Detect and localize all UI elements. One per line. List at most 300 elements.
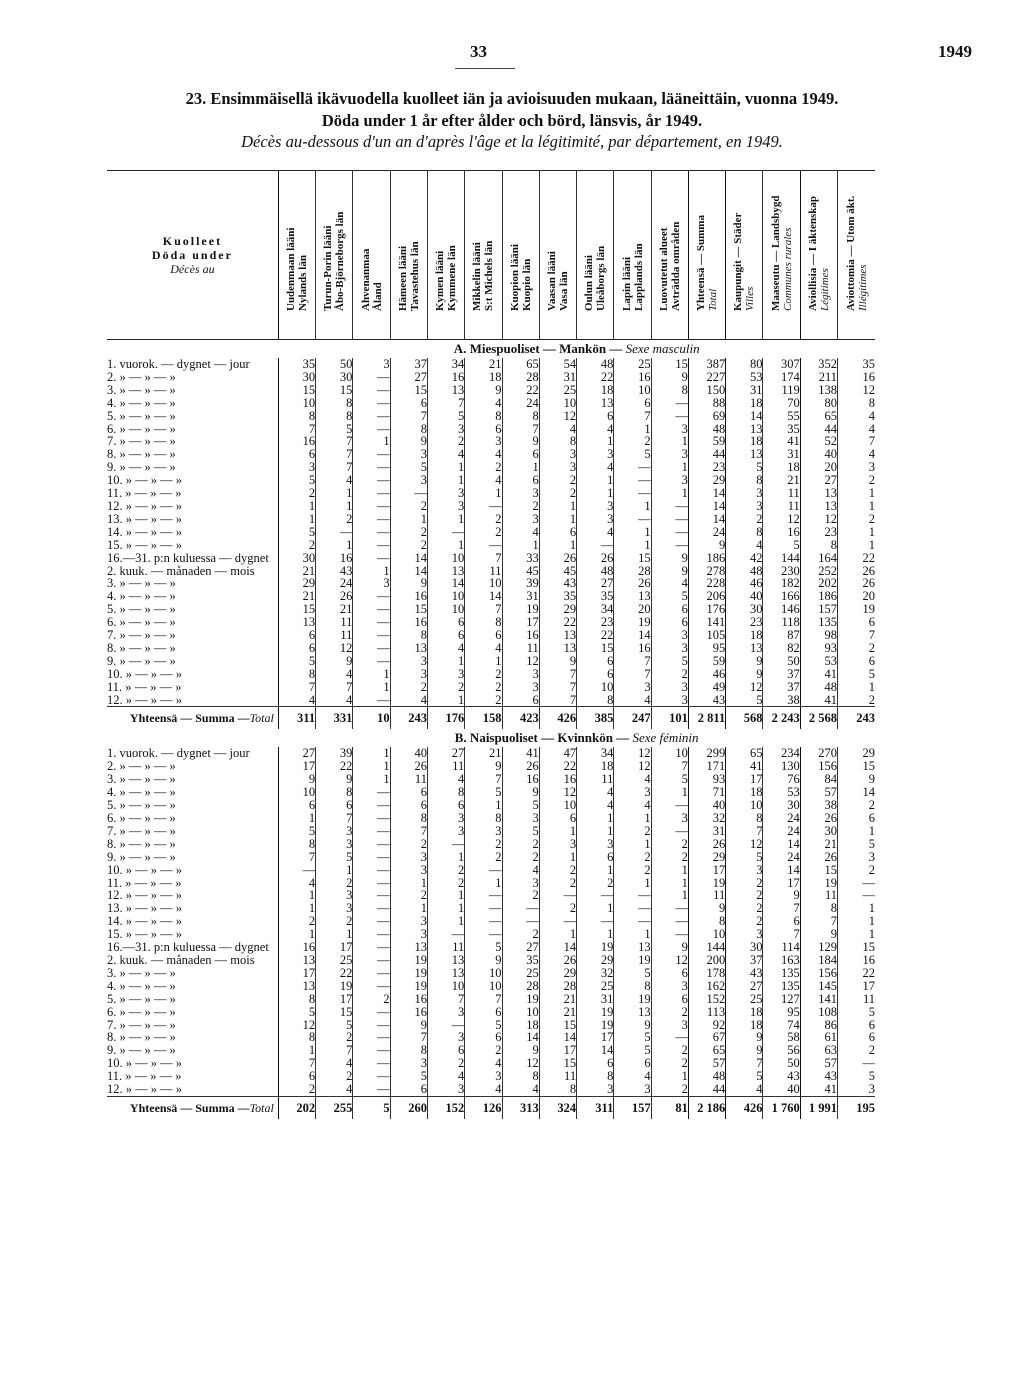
table-cell: 17	[316, 941, 353, 954]
table-cell: 2	[465, 1044, 502, 1057]
table-cell: 130	[763, 760, 800, 773]
column-header-line2: Kuopio län	[520, 258, 533, 311]
table-cell: 138	[800, 384, 837, 397]
table-cell: —	[838, 877, 875, 890]
table-cell: 3	[651, 474, 688, 487]
table-cell: 3	[614, 1083, 651, 1096]
table-cell: 202	[800, 577, 837, 590]
row-label: 10. » — » — »	[107, 862, 182, 877]
table-cell: 16	[502, 773, 539, 786]
table-cell: 2	[726, 915, 763, 928]
stub-header	[107, 171, 278, 340]
row-label: 15. » — » — »	[107, 537, 182, 552]
table-cell: 8	[651, 384, 688, 397]
table-cell: 3	[726, 500, 763, 513]
table-cell: 18	[763, 461, 800, 474]
column-header-text	[434, 151, 458, 311]
table-cell: 3	[427, 1031, 464, 1044]
table-cell: 8	[465, 410, 502, 423]
table-cell: 4	[614, 773, 651, 786]
table-cell: 3	[614, 786, 651, 799]
table-cell: —	[353, 629, 390, 642]
column-header	[577, 171, 614, 340]
table-cell: 4	[838, 423, 875, 436]
column-header	[390, 171, 427, 340]
table-cell: 15	[539, 1019, 576, 1032]
table-cell: 9	[278, 773, 315, 786]
table-cell: 18	[502, 1019, 539, 1032]
total-label	[107, 707, 278, 730]
table-cell: 4	[614, 1070, 651, 1083]
table-cell: 4	[838, 410, 875, 423]
table-cell: 8	[316, 397, 353, 410]
table-cell: 9	[390, 577, 427, 590]
table-cell: 3	[838, 461, 875, 474]
table-cell: 2	[390, 681, 427, 694]
row-label: 1. vuorok. — dygnet — jour	[107, 746, 250, 761]
table-cell: 9	[838, 773, 875, 786]
table-cell: 6	[763, 915, 800, 928]
table-cell: 6	[278, 448, 315, 461]
table-cell: 27	[390, 371, 427, 384]
table-cell: —	[353, 1070, 390, 1083]
table-cell: —	[278, 864, 315, 877]
row-label: 5. » — » — »	[107, 991, 176, 1006]
table-cell: 5	[651, 655, 688, 668]
table-cell: 9	[316, 655, 353, 668]
table-cell: 40	[726, 590, 763, 603]
table-cell: 39	[502, 577, 539, 590]
table-cell: 16	[390, 616, 427, 629]
column-header-line2: Villes	[744, 286, 757, 311]
table-cell: 6	[427, 799, 464, 812]
table-cell: 3	[427, 1006, 464, 1019]
table-cell: 13	[390, 941, 427, 954]
table-cell: 2	[465, 668, 502, 681]
table-cell: 21	[278, 565, 315, 578]
total-cell: 2 568	[800, 707, 837, 730]
table-cell: 1	[278, 812, 315, 825]
table-cell: 1	[390, 877, 427, 890]
table-cell: 15	[278, 384, 315, 397]
table-cell: 57	[688, 1057, 725, 1070]
table-cell: 157	[800, 603, 837, 616]
table-cell: 9	[651, 371, 688, 384]
table-cell: 186	[688, 552, 725, 565]
table-cell: 39	[316, 747, 353, 760]
table-cell: 14	[390, 565, 427, 578]
table-cell: 15	[577, 642, 614, 655]
table-cell: 1	[577, 487, 614, 500]
column-header-line1: Turun-Porin lääni	[322, 225, 335, 311]
table-cell: —	[353, 1044, 390, 1057]
table-cell: 1	[614, 877, 651, 890]
table-cell: 1	[390, 902, 427, 915]
table-cell: 2	[502, 928, 539, 941]
table-cell: 3	[465, 825, 502, 838]
table-cell: 9	[688, 902, 725, 915]
table-cell: 24	[763, 812, 800, 825]
table-cell: —	[539, 889, 576, 902]
row-label: 9. » — » — »	[107, 653, 176, 668]
table-cell: 30	[316, 371, 353, 384]
column-header-line1: Yhteensä — Summa	[695, 215, 708, 311]
table-cell: 12	[800, 513, 837, 526]
column-header	[763, 171, 800, 340]
column-header-line1: Luovutetut alueet	[657, 227, 670, 311]
table-cell: —	[353, 461, 390, 474]
table-cell: —	[651, 825, 688, 838]
table-cell: 2	[838, 864, 875, 877]
table-cell: —	[353, 1019, 390, 1032]
total-cell: 10	[353, 707, 390, 730]
column-header-line2: Total	[707, 288, 720, 311]
table-cell: —	[651, 902, 688, 915]
table-cell: 8	[539, 1083, 576, 1096]
table-cell: 178	[688, 967, 725, 980]
table-cell: —	[651, 1031, 688, 1044]
table-cell: 21	[278, 590, 315, 603]
table-cell: 29	[539, 603, 576, 616]
table-cell: 7	[539, 681, 576, 694]
table-cell: 6	[465, 1031, 502, 1044]
table-cell: 61	[800, 1031, 837, 1044]
table-cell: —	[353, 877, 390, 890]
table-cell: 5	[465, 941, 502, 954]
table-cell: 48	[577, 358, 614, 371]
table-cell: 31	[763, 448, 800, 461]
table-cell: 3	[651, 423, 688, 436]
table-cell: 26	[838, 577, 875, 590]
table-cell: 141	[800, 993, 837, 1006]
table-cell: 270	[800, 747, 837, 760]
row-label: 7. » — » — »	[107, 1017, 176, 1032]
table-cell: 9	[800, 928, 837, 941]
table-cell: 13	[278, 980, 315, 993]
table-cell: 65	[800, 410, 837, 423]
table-cell: 6	[390, 799, 427, 812]
table-cell: 27	[800, 474, 837, 487]
column-header-line1: Kymen lääni	[434, 250, 447, 311]
table-cell: 7	[614, 668, 651, 681]
table-cell: 2	[316, 1031, 353, 1044]
table-cell: 5	[614, 448, 651, 461]
row-label: 7. » — » — »	[107, 628, 176, 643]
table-cell: 17	[577, 1031, 614, 1044]
table-cell: 18	[726, 397, 763, 410]
table-cell: 35	[763, 423, 800, 436]
table-cell: 8	[800, 902, 837, 915]
table-cell: 7	[614, 655, 651, 668]
table-cell: —	[353, 513, 390, 526]
table-cell: 14	[539, 1031, 576, 1044]
table-cell: 12	[539, 410, 576, 423]
total-cell: 1 760	[763, 1096, 800, 1119]
table-cell: 31	[688, 825, 725, 838]
table-cell: 174	[763, 371, 800, 384]
table-cell: 1	[651, 786, 688, 799]
table-cell: 4	[316, 1083, 353, 1096]
total-cell: 158	[465, 707, 502, 730]
table-cell: —	[353, 1031, 390, 1044]
table-cell: 16	[614, 642, 651, 655]
total-cell: 385	[577, 707, 614, 730]
table-cell: 4	[427, 773, 464, 786]
total-cell: 426	[539, 707, 576, 730]
table-cell: 4	[465, 1083, 502, 1096]
table-cell: 13	[800, 487, 837, 500]
table-cell: 6	[614, 397, 651, 410]
table-cell: 307	[763, 358, 800, 371]
table-cell: 1	[278, 1044, 315, 1057]
total-cell: 195	[838, 1096, 875, 1119]
table-cell: 119	[763, 384, 800, 397]
table-cell: 9	[502, 1044, 539, 1057]
table-cell: 3	[838, 851, 875, 864]
stub-header-sv: Döda under	[151, 248, 233, 262]
total-cell: 152	[427, 1096, 464, 1119]
table-cell: 1	[278, 889, 315, 902]
table-cell: 6	[390, 397, 427, 410]
table-cell: 6	[316, 799, 353, 812]
row-label: 9. » — » — »	[107, 1043, 176, 1058]
table-cell: 13	[278, 954, 315, 967]
table-cell: 19	[838, 603, 875, 616]
total-cell: 5	[353, 1096, 390, 1119]
column-header-line2: Avträdda områden	[669, 221, 682, 311]
section-heading-spacer	[107, 729, 278, 747]
table-cell: 11	[502, 642, 539, 655]
table-cell: 5	[614, 967, 651, 980]
total-label-fr: Total	[249, 1100, 274, 1115]
table-cell: 278	[688, 565, 725, 578]
row-label: 11. » — » — »	[107, 486, 182, 501]
column-header-line2: Kymmene län	[446, 245, 459, 311]
table-cell: 6	[502, 474, 539, 487]
table-cell: 9	[390, 435, 427, 448]
table-cell: 3	[316, 825, 353, 838]
table-cell: 127	[763, 993, 800, 1006]
table-cell: 4	[577, 423, 614, 436]
table-cell: 1	[838, 500, 875, 513]
total-cell: 2 186	[688, 1096, 725, 1119]
table-cell: 3	[577, 448, 614, 461]
table-cell: 3	[539, 461, 576, 474]
total-cell: 2 243	[763, 707, 800, 730]
table-cell: 4	[539, 423, 576, 436]
total-label-fi: Yhteensä — Summa —	[129, 711, 250, 726]
table-cell: 17	[726, 773, 763, 786]
table-cell: 12	[651, 954, 688, 967]
table-cell: 1	[465, 655, 502, 668]
table-cell: 7	[278, 1057, 315, 1070]
table-cell: 7	[539, 668, 576, 681]
table-cell: 1	[316, 539, 353, 552]
total-label	[107, 1096, 278, 1119]
table-cell: 8	[614, 980, 651, 993]
table-cell: 5	[465, 1019, 502, 1032]
table-cell: —	[353, 603, 390, 616]
column-header-text	[360, 151, 384, 311]
table-cell: —	[838, 1057, 875, 1070]
table-cell: 76	[763, 773, 800, 786]
table-cell: 26	[614, 577, 651, 590]
table-cell: 46	[726, 577, 763, 590]
column-header-text	[285, 151, 309, 311]
table-cell: 4	[465, 1057, 502, 1070]
table-cell: —	[353, 423, 390, 436]
column-header-text	[509, 151, 533, 311]
table-cell: 22	[838, 552, 875, 565]
table-cell: —	[651, 513, 688, 526]
table-cell: 48	[726, 565, 763, 578]
table-cell: 2	[353, 993, 390, 1006]
table-cell: 25	[316, 954, 353, 967]
table-cell: 3	[390, 448, 427, 461]
table-cell: 11	[800, 889, 837, 902]
table-cell: 14	[465, 590, 502, 603]
table-cell: 3	[726, 487, 763, 500]
table-row	[107, 371, 875, 384]
table-cell: 4	[427, 448, 464, 461]
table-cell: 23	[726, 616, 763, 629]
table-cell: 53	[763, 786, 800, 799]
table-cell: 10	[614, 384, 651, 397]
table-cell: 5	[651, 773, 688, 786]
table-cell: 9	[651, 565, 688, 578]
table-cell: 299	[688, 747, 725, 760]
table-cell: 87	[763, 629, 800, 642]
table-cell: 2	[316, 1070, 353, 1083]
table-cell: 186	[800, 590, 837, 603]
table-cell: 6	[390, 1083, 427, 1096]
table-cell: 5	[838, 838, 875, 851]
table-cell: 35	[838, 358, 875, 371]
table-cell: 28	[539, 980, 576, 993]
column-header-text	[695, 151, 719, 311]
table-cell: 65	[688, 1044, 725, 1057]
table-cell: 4	[278, 694, 315, 707]
table-cell: 5	[316, 1019, 353, 1032]
table-cell: 24	[502, 397, 539, 410]
table-cell: 12	[726, 681, 763, 694]
row-label: 4. » — » — »	[107, 589, 176, 604]
column-header-text	[397, 151, 421, 311]
table-cell: —	[353, 526, 390, 539]
table-cell: 108	[800, 1006, 837, 1019]
table-cell: 8	[278, 993, 315, 1006]
row-label: 3. » — » — »	[107, 965, 176, 980]
row-label: 16.—31. p:n kuluessa — dygnet	[107, 940, 269, 955]
table-cell: 10	[465, 577, 502, 590]
table-cell: 3	[614, 681, 651, 694]
table-cell: —	[614, 513, 651, 526]
table-cell: 8	[427, 786, 464, 799]
column-header-text	[658, 151, 682, 311]
table-cell: 35	[278, 358, 315, 371]
total-cell: 568	[726, 707, 763, 730]
table-cell: 16	[427, 371, 464, 384]
table-row	[107, 526, 875, 539]
table-cell: 8	[800, 539, 837, 552]
table-cell: 1	[353, 747, 390, 760]
column-header-line2: Åbo-Björneborgs län	[334, 211, 347, 311]
table-cell: 7	[651, 760, 688, 773]
table-cell: 206	[688, 590, 725, 603]
table-cell: 7	[278, 681, 315, 694]
table-cell: 3	[651, 1019, 688, 1032]
total-cell: 176	[427, 707, 464, 730]
table-cell: 84	[800, 773, 837, 786]
table-cell: 15	[651, 358, 688, 371]
table-cell: 21	[539, 993, 576, 1006]
table-cell: 2	[651, 851, 688, 864]
table-cell: 1	[539, 539, 576, 552]
table-cell: —	[353, 371, 390, 384]
table-cell: 1	[353, 565, 390, 578]
table-cell: 3	[726, 864, 763, 877]
row-label: 10. » — » — »	[107, 666, 182, 681]
table-cell: 8	[278, 1031, 315, 1044]
table-cell: 4	[614, 799, 651, 812]
table-cell: 7	[614, 410, 651, 423]
table-cell: 13	[726, 642, 763, 655]
table-cell: 41	[502, 747, 539, 760]
table-cell: 24	[763, 825, 800, 838]
table-cell: 26	[390, 760, 427, 773]
table-cell: 113	[688, 1006, 725, 1019]
table-cell: —	[651, 410, 688, 423]
table-cell: 7	[316, 1044, 353, 1057]
table-cell: 3	[651, 642, 688, 655]
table-cell: 65	[726, 747, 763, 760]
table-cell: —	[614, 902, 651, 915]
row-label: 5. » — » — »	[107, 408, 176, 423]
row-label: 8. » — » — »	[107, 836, 176, 851]
table-cell: 1	[502, 461, 539, 474]
table-cell: 26	[577, 552, 614, 565]
column-header-line2: Communes rurales	[781, 227, 794, 311]
table-cell: 162	[688, 980, 725, 993]
table-cell: 69	[688, 410, 725, 423]
table-cell: 6	[838, 812, 875, 825]
table-cell: 35	[539, 590, 576, 603]
table-cell: 41	[763, 435, 800, 448]
table-cell: 4	[316, 474, 353, 487]
table-cell: 5	[390, 1070, 427, 1083]
table-cell: 1	[353, 668, 390, 681]
table-cell: —	[465, 539, 502, 552]
table-cell: 86	[800, 1019, 837, 1032]
total-cell: 260	[390, 1096, 427, 1119]
table-cell: 3	[390, 928, 427, 941]
column-header-text	[732, 151, 756, 311]
table-cell: 8	[577, 1070, 614, 1083]
table-cell: 43	[316, 565, 353, 578]
table-cell: 57	[800, 786, 837, 799]
row-label: 11. » — » — »	[107, 1069, 182, 1084]
row-label: 12. » — » — »	[107, 1082, 182, 1097]
table-cell: 3	[390, 474, 427, 487]
table-cell: —	[427, 838, 464, 851]
table-cell: 11	[539, 1070, 576, 1083]
table-cell: 9	[651, 941, 688, 954]
table-cell: 1	[577, 825, 614, 838]
section-heading-spacer	[107, 340, 278, 359]
column-header-line2: Vasa län	[557, 271, 570, 311]
table-row	[107, 1006, 875, 1019]
table-cell: 40	[390, 747, 427, 760]
